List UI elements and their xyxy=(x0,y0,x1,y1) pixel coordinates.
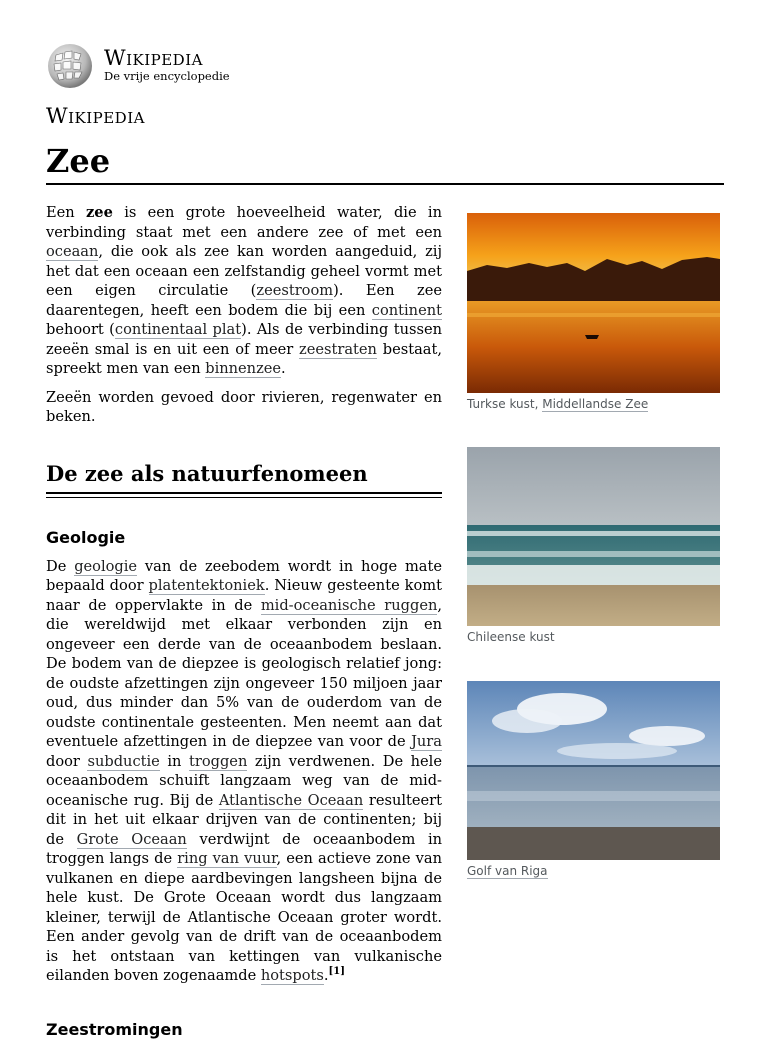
image-turkse-kust-sunset[interactable] xyxy=(467,213,720,393)
text: Een xyxy=(46,204,87,221)
site-header xyxy=(46,43,346,89)
section-heading-underline xyxy=(46,497,442,498)
link-troggen[interactable]: troggen xyxy=(189,752,248,770)
text: . xyxy=(323,967,329,984)
text: . xyxy=(281,360,286,377)
text: van de zeebodem wordt in hoge mate bepaald door xyxy=(46,557,443,594)
link-hotspots[interactable]: hotspots xyxy=(260,967,324,984)
link-zeestraten[interactable]: zeestraten xyxy=(299,340,377,358)
figure-golf-van-riga xyxy=(467,681,720,878)
link-geologie[interactable]: geologie xyxy=(74,557,138,575)
link-platentektoniek[interactable]: platentektoniek xyxy=(148,577,265,594)
link-ring-van-vuur[interactable]: ring van vuur xyxy=(177,850,277,867)
reference-1[interactable]: [1] xyxy=(328,966,345,978)
intro-paragraph-2: Zeeën worden gevoed door rivieren, regenwater en beken. xyxy=(46,388,442,425)
text: , een actieve zone van vulkanen en diepe aardbevingen langsheen bijna de hele kust. De Grote Oceaan wordt dus langzaam kleiner, terwijl de Atlantische Oceaan groter wordt. Een ander gevolg van de drift van de oceaanbodem is het ontstaan van kettingen van vulkanische eilanden boven zogenaamde xyxy=(46,850,442,984)
text: resulteert dit in het uit elkaar drijven van de continenten; bij de xyxy=(46,791,442,848)
text: in xyxy=(159,752,189,770)
link-zeestroom[interactable]: zeestroom xyxy=(256,282,334,299)
caption-turkse-kust xyxy=(467,397,720,411)
text: , die ook als zee kan worden aangeduid, zij het dat een oceaan een zelfstandig geheel vormt met een eigen circulatie ( xyxy=(46,243,442,299)
bold-term: zee xyxy=(86,204,113,221)
link-binnenzee[interactable]: binnenzee xyxy=(205,360,282,377)
link-continent[interactable]: continent xyxy=(371,301,442,319)
text: bestaat, spreekt men van een xyxy=(46,340,442,377)
figure-turkse-kust xyxy=(467,213,720,411)
caption-golf-van-riga xyxy=(467,864,720,878)
text: . Nieuw gesteente komt naar de oppervlakte in de xyxy=(46,577,442,614)
intro-paragraph-1 xyxy=(46,203,442,379)
caption-text: Turkse kust, xyxy=(467,397,543,411)
text: is een grote hoeveelheid water, die in verbinding staat met een andere zee of met een xyxy=(46,204,442,241)
link-middellandse-zee[interactable]: Middellandse Zee xyxy=(542,397,649,411)
secondary-wordmark: Wikipedia xyxy=(46,104,145,128)
link-oceaan[interactable]: oceaan xyxy=(46,243,99,260)
text: behoort ( xyxy=(46,321,115,338)
caption-chileense-kust: Chileense kust xyxy=(467,630,555,644)
text: De xyxy=(46,557,75,575)
figure-chileense-kust xyxy=(467,447,720,644)
link-mid-oceanische-ruggen[interactable]: mid-oceanische ruggen xyxy=(260,596,438,614)
text: ). Als de verbinding tussen zeeën smal is en uit een of meer xyxy=(46,321,443,358)
text: ). Een zee daarentegen, heeft een bodem die bij een xyxy=(46,282,442,319)
site-tagline: De vrije encyclopedie xyxy=(104,69,230,83)
site-brand[interactable]: Wikipedia xyxy=(104,46,203,70)
text: , die wereldwijd met elkaar verbonden zijn en ongeveer een derde van de oceaanbodem beslaan. De bodem van de diepzee is geologisch relatief jong: de oudste afzettingen zijn ongeveer 150 miljoen jaar oud, dus minder dan 5% van de ouderdom van de oudste continentale gesteenten. Men neemt aan dat eventuele afzettingen in de diepzee van voor de xyxy=(46,596,442,750)
link-atlantische-oceaan[interactable]: Atlantische Oceaan xyxy=(218,791,364,809)
section-heading-natuurfenomeen: De zee als natuurfenomeen xyxy=(46,461,442,494)
text: door xyxy=(46,752,88,770)
link-continentaal-plat[interactable]: continentaal plat xyxy=(114,321,242,338)
wikipedia-globe-logo[interactable] xyxy=(46,43,94,89)
image-chileense-kust[interactable] xyxy=(467,447,720,626)
link-subductie[interactable]: subductie xyxy=(87,752,160,770)
subsection-heading-zeestromingen: Zeestromingen xyxy=(46,1019,183,1039)
text: verdwijnt de oceaanbodem in troggen langs de xyxy=(46,830,443,867)
link-grote-oceaan[interactable]: Grote Oceaan xyxy=(76,830,187,848)
geology-paragraph xyxy=(46,557,442,986)
link-golf-van-riga[interactable]: Golf van Riga xyxy=(467,864,548,878)
image-golf-van-riga[interactable] xyxy=(467,681,720,860)
article-body xyxy=(46,203,442,1049)
link-jura[interactable]: Jura xyxy=(411,733,442,750)
title-divider xyxy=(46,183,724,185)
subsection-heading-geologie: Geologie xyxy=(46,527,126,547)
text: zijn verdwenen. De hele oceaanbodem schuift langzaam weg van de mid-oceanische rug. Bij de xyxy=(46,752,442,809)
page-title: Zee xyxy=(46,142,111,180)
